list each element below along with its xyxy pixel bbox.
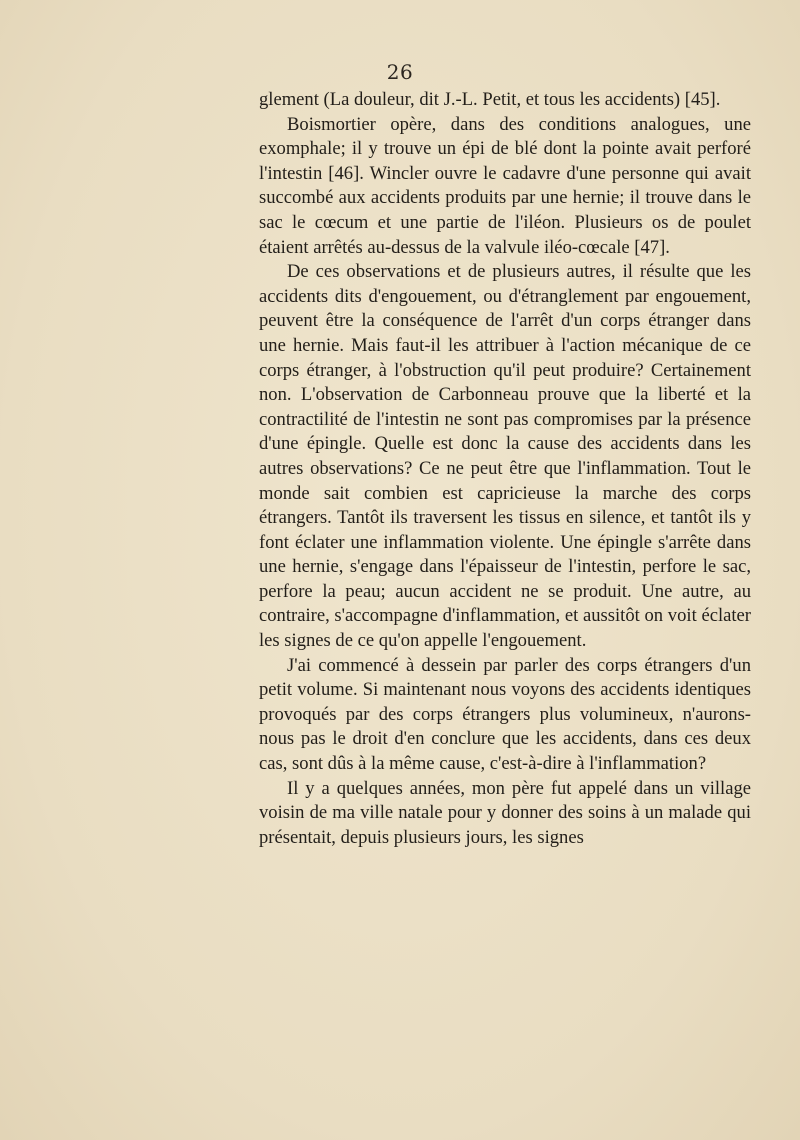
page-number: 26 xyxy=(386,60,414,84)
body-text xyxy=(259,88,751,850)
paragraph: J'ai commencé à dessein par parler des corps étrangers d'un petit volume. Si maintenant nous voyons des accidents identiques provoqués par des corps étrangers plus volumineux, n'aurons-nous pas le droit d'en conclure que les accidents, dans ces deux cas, sont dûs à la même cause, c'est-à-dire à l'inflammation? xyxy=(259,654,751,775)
paragraph: Il y a quelques années, mon père fut appelé dans un village voisin de ma ville natale pour y donner des soins à un malade qui présentait, depuis plusieurs jours, les signes xyxy=(259,777,751,848)
paragraph: De ces observations et de plusieurs autres, il résulte que les accidents dits d'engouement, ou d'étranglement par engouement, peuvent être la conséquence de l'arrêt d'un corps étranger dans une hernie. Mais faut-il les attribuer à l'action mécanique de ce corps étranger, à l'obstruction qu'il peut produire? Certainement non. L'observation de Carbonneau prouve que la liberté et la contractilité de l'intestin ne sont pas compromises par la présence d'une épingle. Quelle est donc la cause des accidents dans les autres observations? Ce ne peut être que l'inflammation. Tout le monde sait combien est capricieuse la marche des corps étrangers. Tantôt ils traversent les tissus en silence, et tantôt ils y font éclater une inflammation violente. Une épingle s'arrête dans une hernie, s'engage dans l'épaisseur de l'intestin, perfore le sac, perfore la peau; aucun accident ne se produit. Une autre, au contraire, s'accompagne d'inflammation, et aussitôt on voit éclater les signes de ce qu'on appelle l'engouement. xyxy=(259,261,751,652)
paragraph: Boismortier opère, dans des conditions analogues, une exomphale; il y trouve un épi de blé dont la pointe avait perforé l'intestin [46]. Wincler ouvre le cadavre d'une personne qui avait succombé aux accidents produits par une hernie; il trouve dans le sac le cœcum et une partie de l'iléon. Plusieurs os de poulet étaient arrêtés au-dessus de la valvule iléo-cœcale [47]. xyxy=(259,113,751,258)
paragraph: glement (La douleur, dit J.-L. Petit, et tous les accidents) [45]. xyxy=(259,89,721,110)
